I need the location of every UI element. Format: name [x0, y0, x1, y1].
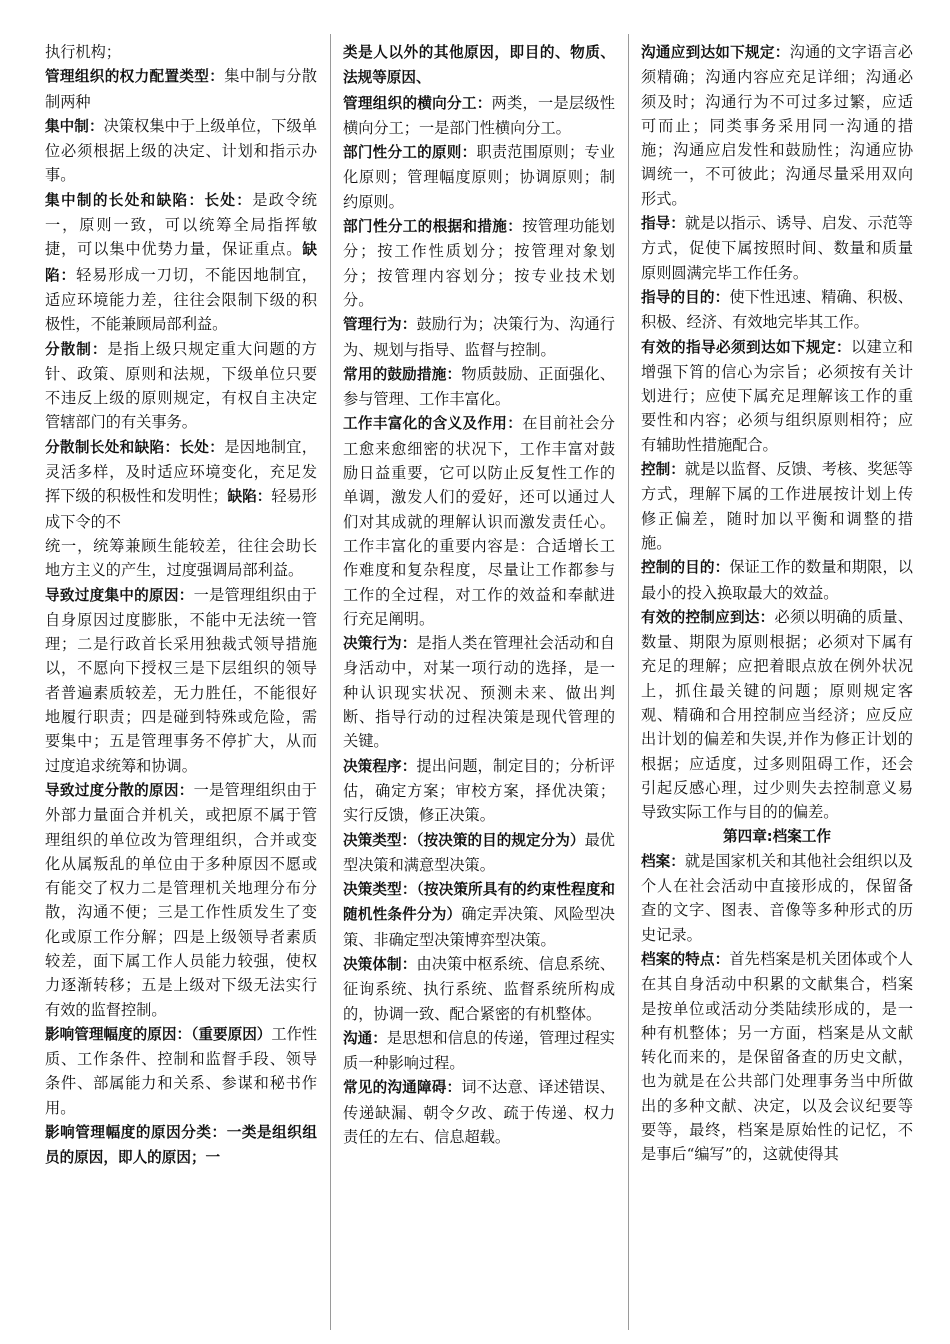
paragraph	[641, 335, 913, 457]
text-column-2	[343, 40, 615, 1149]
paragraph	[641, 285, 913, 335]
body-text: 职责范围原则；专业化原则；管理幅度原则；协调原则；制约原则。	[343, 143, 615, 211]
term-label: 指导的目的：	[641, 288, 730, 306]
term-label: 有效的指导必须到达如下规定：	[641, 338, 852, 356]
paragraph	[641, 947, 913, 1167]
term-label: 工作丰富化的含义及作用：	[343, 415, 523, 433]
term-label: 指导：	[641, 215, 685, 233]
paragraph	[343, 362, 615, 412]
paragraph	[343, 1026, 615, 1076]
paragraph	[641, 457, 913, 555]
paragraph	[343, 40, 615, 91]
term-label: 沟通应到达如下规定：	[641, 44, 790, 61]
term-label: 管理组织的横向分工：	[343, 94, 492, 112]
paragraph	[45, 1022, 317, 1120]
body-text: 就是以指示、诱导、启发、示范等方式，促使下属按照时间、数量和质量原则圆满完毕工作任务。	[641, 214, 913, 282]
paragraph	[343, 828, 615, 878]
body-text: 统一，统筹兼顾生能较差，往往会助长地方主义的产生，过度强调局部利益。	[45, 536, 317, 580]
paragraph	[45, 778, 317, 1022]
term-label: 类是人以外的其他原因，即目的、物质、法规等原因、	[343, 44, 615, 87]
body-text: 提出问题，制定目的；分析评估，确定方案；审校方案，择优决策；实行反馈，修正决策。	[343, 756, 615, 825]
term-label: 有效的控制应到达：	[641, 608, 775, 626]
body-text: 最优型决策和满意型决策。	[343, 830, 615, 874]
term-label: 导致过度分散的原因：	[45, 781, 194, 799]
paragraph	[343, 1075, 615, 1149]
term-label: 管理组织的权力配置类型：	[45, 68, 225, 86]
body-text: 使下性迅速、精确、积极、积极、经济、有效地完毕其工作。	[641, 287, 913, 332]
body-text: 一是管理组织由于自身原因过度膨胀，不能中无法统一管理；二是行政首长采用独裁式领导措施以，不愿向下授权三是下层组织的领导者普遍素质较差，无力胜任，不能很好地履行职责；四是碰到特殊或危险，需要集中；五是管理事务不停扩大，从而过度追求统筹和协调。	[45, 585, 317, 775]
body-text: 决策权集中于上级单位，下级单位必须根据上级的决定、计划和指示办事。	[45, 116, 317, 185]
body-text: 集中制与分散制两种	[45, 67, 317, 111]
paragraph	[45, 188, 317, 337]
paragraph	[641, 40, 913, 211]
term-label: 分散制：	[45, 340, 108, 358]
body-text: 在目前社会分工愈来愈细密的状况下，工作丰富对鼓励日益重要，它可以防止反复性工作的单调，激发人们的爱好，还可以通过人们对其成就的理解认识而激发责任心。工作丰富化的重要内容是：合适增长工作难度和复杂程度，尽量让工作都参与工作的全过程，对工作的效益和奉献进行充足阐明。	[343, 414, 615, 628]
term-label: 决策程序：	[343, 757, 417, 775]
term-label: 缺陷：	[227, 488, 272, 506]
paragraph	[343, 952, 615, 1026]
paragraph	[45, 64, 317, 114]
body-text: 必须以明确的质量、数量、期限为原则根据；必须对下属有充足的理解；应把着眼点放在例外状况上，抓住最关键的问题；原则规定客观、精确和合用控制应当经济；应反应出计划的偏差和失误,并作为修正计划的根据；应适度，过多则阻碍工作，还会引起反感心理，过少则失去控制意义易导致实际工作与目的的偏差。	[641, 607, 913, 822]
paragraph	[343, 140, 615, 214]
body-text: 鼓励行为；决策行为、沟通行为、规划与指导、监督与控制。	[343, 315, 615, 359]
body-text: 物质鼓励、正面强化、参与管理、工作丰富化。	[343, 364, 615, 409]
body-text: 轻易形成一刀切，不能因地制宜，适应环境能力差，往往会限制下级的积极性，不能兼顾局部利益。	[45, 265, 317, 334]
body-text: 以建立和增强下筲的信心为宗旨；必须按有关计划进行；应使下属充足理解该工作的重要性和内容；必须与组织原则相符；应有辅助性措施配合。	[641, 337, 913, 454]
body-text: 一是管理组织由于外部力量面合并机关，或把原不属于管理组织的单位改为管理组织，合并或变化从属叛乱的单位由于多种原因不愿或有能交了权力二是管理机关地理分布分散，沟通不便；三是工作性质发生了变化或原工作分解；四是上级领导者素质较差，面下属工作人员能力较强，使权力逐渐转移；五是上级对下级无法实行有效的监督控制。	[45, 780, 317, 1019]
term-label: 集中制的长处和缺陷：长处：	[45, 191, 253, 209]
term-label: 决策类型：（按决策所具有的约束性程度和随机性条件分为）	[343, 881, 615, 924]
body-text: 就是国家机关和其他社会组织以及个人在社会活动中直接形成的，保留备查的文字、图表、音像等多种形式的历史记录。	[641, 851, 913, 944]
term-label: 集中制：	[45, 117, 104, 135]
paragraph	[641, 849, 913, 947]
paragraph	[45, 583, 317, 778]
term-label: 部门性分工的原则：	[343, 144, 477, 162]
paragraph	[343, 631, 615, 753]
term-label: 管理行为：	[343, 316, 417, 334]
body-text: 是因地制宜，灵活多样，及时适应环境变化，充足发挥下级的积极性和发明性；	[45, 437, 317, 506]
paragraph	[45, 534, 317, 583]
paragraph	[343, 312, 615, 362]
term-label: 沟通：	[343, 1029, 387, 1047]
paragraph	[641, 211, 913, 285]
paragraph	[343, 91, 615, 141]
body-text: 词不达意、译述错误、传递缺漏、朝令夕改、疏于传递、权力责任的左右、信息超载。	[343, 1078, 615, 1147]
body-text: 是指人类在管理社会活动和自身活动中，对某一项行动的选择，是一种认识现实状况、预测未来、做出判断、指导行动的过程决策是现代管理的关键。	[343, 634, 615, 751]
paragraph	[343, 877, 615, 952]
paragraph	[45, 40, 317, 64]
term-label: 档案：	[641, 852, 685, 870]
paragraph	[45, 435, 317, 534]
term-label: 决策行为：	[343, 635, 417, 653]
body-text: 是思想和信息的传递，管理过程实质一种影响过程。	[343, 1028, 615, 1073]
paragraph	[343, 214, 615, 312]
paragraph	[641, 605, 913, 825]
body-text: 两类，一是层级性横向分工；一是部门性横向分工。	[343, 93, 615, 137]
term-label: 决策类型：（按决策的目的规定分为）	[343, 831, 585, 849]
text-column-1	[45, 40, 317, 1171]
paragraph	[45, 114, 317, 188]
column-divider-1	[330, 34, 331, 1330]
body-text: 是政令统一，原则一致，可以统筹全局指挥敏捷，可以集中优势力量，保证重点。	[45, 190, 317, 259]
body-text: 执行机构；	[45, 43, 121, 61]
term-label: 影响管理幅度的原因分类：一类是组织组员的原因，即人的原因；一	[45, 1124, 317, 1167]
paragraph	[343, 411, 615, 631]
body-text: 保证工作的数量和期限，以最小的投入换取最大的效益。	[641, 558, 913, 602]
section-heading: 第四章:档案工作	[723, 827, 831, 845]
body-text: 按管理功能划分；按工作性质划分；按管理对象划分；按管理内容划分；按专业技术划分。	[343, 217, 615, 309]
term-label: 缺陷：	[45, 241, 317, 284]
term-label: 常用的鼓励措施：	[343, 365, 462, 383]
paragraph	[45, 337, 317, 435]
body-text: 就是以监督、反馈、考核、奖惩等方式，理解下属的工作进展按计划上传修正偏差，随时加以平衡和调整的措施。	[641, 460, 913, 552]
term-label: 影响管理幅度的原因：（重要原因）	[45, 1025, 272, 1043]
paragraph	[45, 1120, 317, 1171]
term-label: 常见的沟通障碍：	[343, 1079, 462, 1097]
term-label: 决策体制：	[343, 955, 417, 973]
paragraph	[641, 555, 913, 605]
term-label: 部门性分工的根据和措施：	[343, 218, 523, 236]
body-text: 工作性质、工作条件、控制和监督手段、领导条件、部属能力和关系、参谋和秘书作用。	[45, 1024, 318, 1117]
term-label: 导致过度集中的原因：	[45, 586, 194, 604]
body-text: 沟通的文字语言必须精确；沟通内容应充足详细；沟通必须及时；沟通行为不可过多过繁，应适可而止；同类事务采用同一沟通的措施；沟通应启发性和鼓励性；沟通应协调统一，不可彼此；沟通尽量采用双向形式。	[641, 43, 913, 208]
column-divider-2	[628, 34, 629, 1330]
term-label: 档案的特点：	[641, 950, 730, 968]
term-label: 分散制长处和缺陷：长处：	[45, 438, 225, 456]
term-label: 控制的目的：	[641, 559, 730, 577]
body-text: 确定弄决策、风险型决策、非确定型决策博弈型决策。	[343, 905, 615, 949]
body-text: 首先档案是机关团体或个人在其自身活动中积累的文献集合，档案是按单位或活动分类陆续形成的，是一种有机整体；另一方面，档案是从文献转化而来的，是保留备查的历史文献，也为就是在公共部门处理事务当中所做出的多种文献、决定，以及会议纪要等要等，最终，档案是原始性的记忆，不是事后“编写”的，这就使得其	[641, 949, 913, 1164]
term-label: 控制：	[641, 461, 685, 479]
text-column-3	[641, 40, 913, 1167]
body-text: 是指上级只规定重大问题的方针、政策、原则和法规，下级单位只要不违反上级的原则规定，有权自主决定管辖部门的有关事务。	[45, 339, 317, 432]
body-text: 轻易形成下令的不	[45, 487, 317, 531]
body-text: 由决策中枢系统、信息系统、征询系统、执行系统、监督系统所构成的，协调一致、配合紧密的有机整体。	[343, 954, 615, 1023]
paragraph	[343, 754, 615, 828]
